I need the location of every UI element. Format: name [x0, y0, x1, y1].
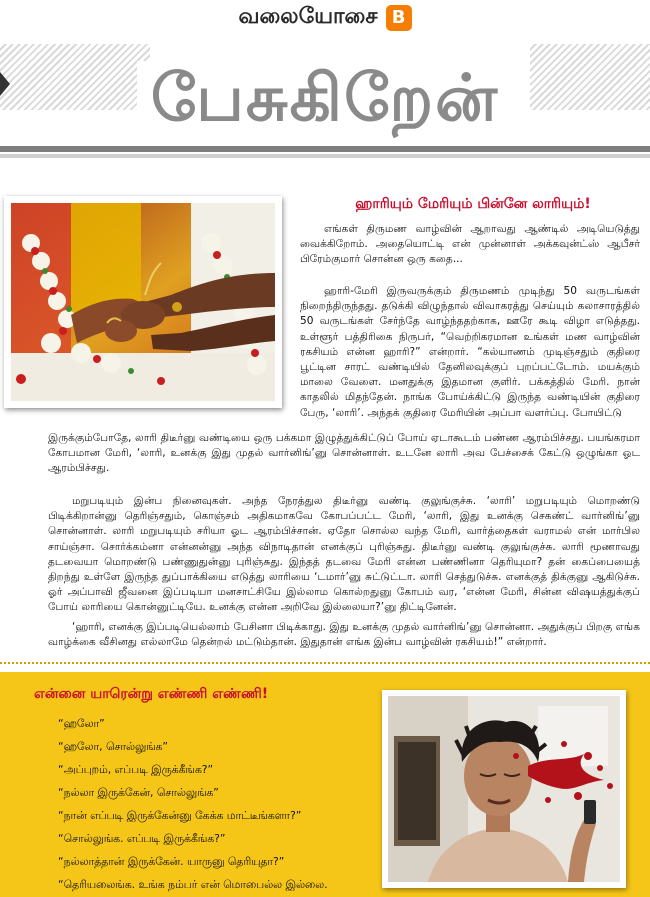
- dialogue-line: “தெரியலைங்க. உங்க நம்பர் என் மொபைல்ல இல்லை.: [58, 878, 328, 891]
- story-paragraph-3: இருக்கும்போதே, லாரி திடீர்னு வண்டியை ஒரு பக்கமா இழுத்துக்கிட்டுப் போய் ஏடாகூடம் பண்ண ஆரம்பிச்சது. பயங்கரமா கோபமான மேரி, ‘லாரி, உனக்கு இது முதல் வார்னிங்’னு சொன்னாள். உடனே லாரி அவ பேச்சைக் கேட்டு ஒழுங்கா ஓட ஆரம்பிச்சது.: [48, 432, 640, 475]
- dialogue-list: [58, 712, 378, 896]
- header-rule-dark: [0, 146, 650, 152]
- brand-label: வலையோசை: [238, 4, 378, 29]
- page-title: [0, 54, 650, 144]
- dialogue-line: “அப்புறம், எப்படி இருக்கீங்க?”: [58, 763, 214, 776]
- man-phone-illustration: [388, 696, 620, 882]
- blogger-logo-icon: B: [386, 5, 412, 31]
- wedding-photo: [4, 196, 282, 408]
- wedding-hands-illustration: [11, 203, 275, 401]
- page-title-text: பேசுகிறேன்: [137, 61, 513, 136]
- dialogue-line: “ஹலோ, சொல்லுங்க”: [58, 740, 169, 753]
- dialogue-line: “நல்லாத்தான் இருக்கேன். யாருனு தெரியுதா?”: [58, 855, 285, 868]
- story-paragraph-2: ஹாரி-மேரி இருவருக்கும் திருமணம் முடிந்து 50 வருடங்கள் நிறைந்திருந்தது. தடுக்கி விழுந்தால் விவாகரத்து செய்யும் கலாசாரத்தில் 50 வருடங்கள் சேர்ந்தே வாழ்ந்ததற்காக, ஊரே கூடி விழா எடுத்தது. உள்ளூர் பத்திரிகை நிருபர், “வெற்றிகரமான உங்கள் மண வாழ்வின் ரகசியம் என்ன ஹாரி?” என்றார். “கல்யாணம் முடிஞ்சதும் குதிரை பூட்டின சாரட் வண்டியில் தேனிலவுக்குப் புறப்பட்டோம். மயக்கும் மாலை வேளை. மனதுக்கு இதமான குளிர். பக்கத்தில் மேரி. நான் காதலில் மிதந்தேன். நாங்க போய்க்கிட்டு இருந்த வண்டியின் குதிரை பேரு, ‘லாரி’. அந்தக் குதிரை மேரியின் அப்பா வளர்ப்பு. போயிட்டு: [300, 285, 640, 419]
- page-header: [0, 0, 650, 160]
- dialogue-line: “சொல்லுங்க. எப்படி இருக்கீங்க?”: [58, 832, 226, 845]
- dialogue-title: என்னை யாரென்று எண்ணி எண்ணி!: [34, 686, 269, 702]
- header-rule-light: [0, 154, 650, 158]
- section-brand: [0, 4, 650, 32]
- story-paragraph-4: மறுபடியும் இன்ப நினைவுகள். அந்த நேரத்துல திடீர்னு வண்டி குலுங்குச்சு. ‘லாரி’ மறுபடியும் மொறண்டு பிடிக்கிறான்னு தெரிஞ்சதும், கொஞ்சம் அதிகமாகவே கோபப்பட்ட மேரி, ‘லாரி, இது உனக்கு செகண்ட் வார்னிங்’னு சொன்னாள். லாரி மறுபடியும் சரியா ஓட ஆரம்பிச்சான். ஏதோ சொல்ல வந்த மேரி, வார்த்தைகள் வராமல் என் மார்பில சாய்ஞ்சா. சொர்க்கம்னா என்னன்னு அந்த விநாடிதான் எனக்குப் புரிஞ்சுது. திடீர்னு வண்டி குலுங்குச்சு. லாரி மூணாவது தடவையா மொறண்டு பண்ணுதுன்னு புரிஞ்சுது. இந்தத் தடவை மேரி என்ன பண்ணினா தெரியுமா? தன் கைப்பையைத் திறந்து உள்ளே இருந்த துப்பாக்கியை எடுத்து லாரியை ‘டமார்’னு சுட்டுட்டா. லாரி செத்துடுச்சு. எனக்குத் திக்குனு ஆகிடுச்சு. ஓர் அப்பாவி ஜீவனை இப்படியா மனசாட்சியே இல்லாம கொல்றதுனு கோபம் வர, ‘என்ன மேரி, சின்ன விஷயத்துக்குப் போய் லாரியை கொன்னுட்டியே. உனக்கு என்ன அறிவே இல்லையா?’னு திட்டினேன்.: [48, 495, 640, 614]
- dialogue-line: “நான் எப்படி இருக்கேன்னு கேக்க மாட்டீங்களா?”: [58, 809, 302, 822]
- story-intro: [300, 222, 640, 268]
- dialogue-line: “நல்லா இருக்கேன், சொல்லுங்க”: [58, 786, 219, 799]
- section-divider: [0, 662, 650, 664]
- story-body-right: [300, 284, 640, 421]
- dialogue-line: “ஹலோ”: [58, 717, 105, 730]
- story-title: ஹாரியும் மேரியும் பின்னே லாரியும்!: [355, 196, 591, 212]
- story-body-full-2: [48, 494, 640, 616]
- story-body-full-1: [48, 431, 640, 477]
- story-body-full-3: [48, 620, 640, 650]
- story-paragraph-5: ‘ஹாரி, எனக்கு இப்படியெல்லாம் பேசினா பிடிக்காது. இது உனக்கு முதல் வார்னிங்’னு சொன்னா. அதுக்குப் பிறகு எங்க வாழ்க்கை வீசினது எல்லாமே தென்றல் மட்டும்தான். இதுதான் எங்க இன்ப வாழ்வின் ரகசியம்!” என்றார்.: [48, 621, 640, 649]
- story-paragraph-1: எங்கள் திருமண வாழ்வின் ஆறாவது ஆண்டில் அடியெடுத்து வைக்கிறோம். அதையொட்டி என் முன்னாள் அக்கவுன்ட்ஸ் ஆபீசர் பிரேம்குமார் சொன்ன ஒரு கதை...: [300, 223, 640, 266]
- man-with-phone-photo: [382, 690, 626, 888]
